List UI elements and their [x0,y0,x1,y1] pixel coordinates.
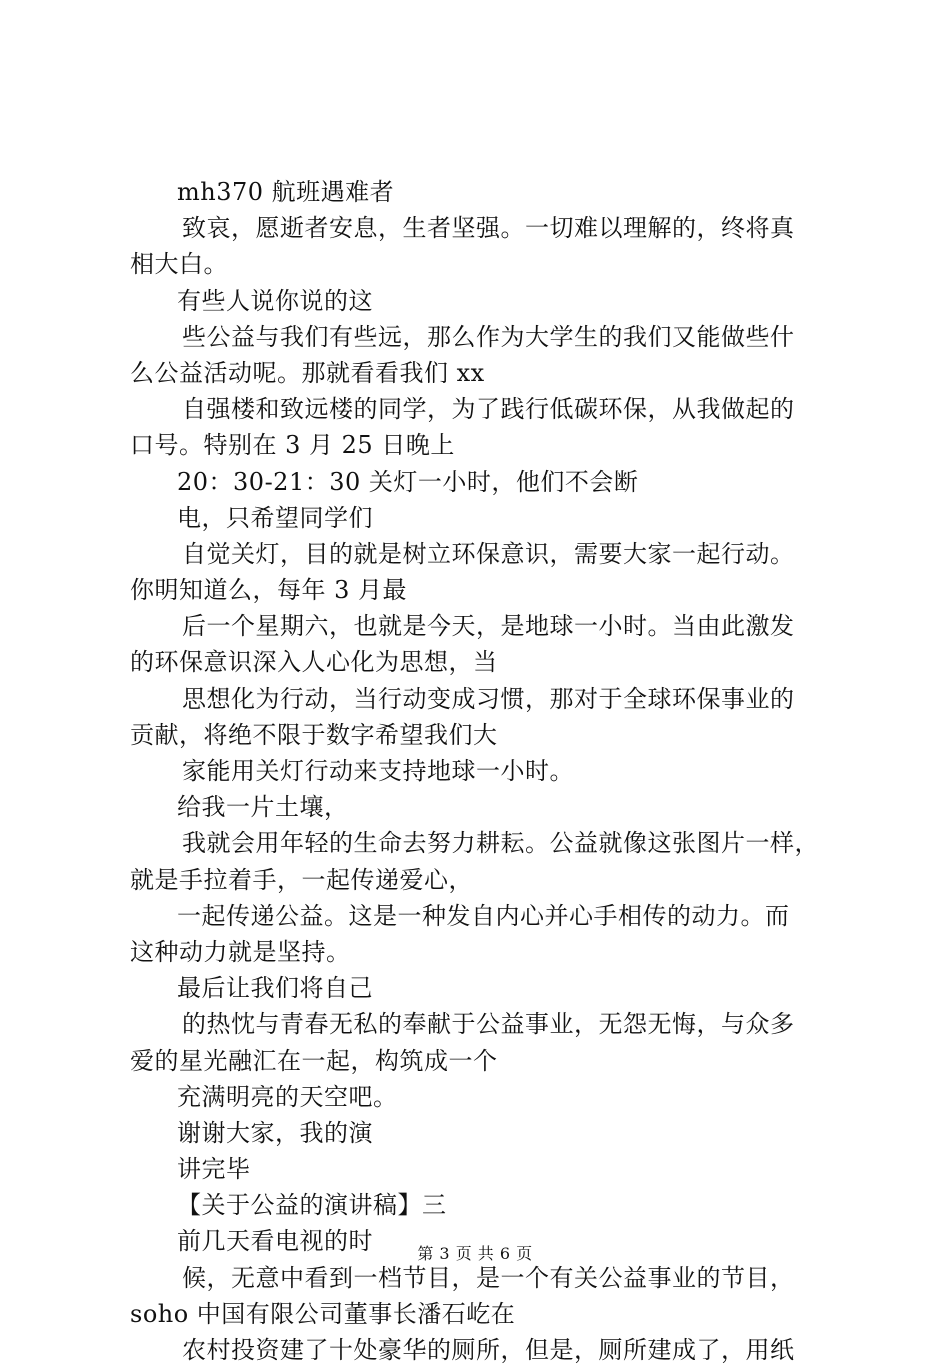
text-line: mh370 航班遇难者 [177,178,395,206]
page-footer: 第 3 页 共 6 页 [417,1244,533,1263]
text-line: 电，只希望同学们 [177,503,373,532]
text-line: 你明知道么，每年 3 月最 [130,576,408,605]
text-line: 自强楼和致远楼的同学，为了践行低碳环保，从我做起的 [182,395,795,424]
text-line: 的热忱与青春无私的奉献于公益事业，无怨无悔，与众多 [182,1010,795,1039]
text-line: 些公益与我们有些远，那么作为大学生的我们又能做些什 [182,322,795,351]
text-line: 20：30-21：30 关灯一小时，他们不会断 [177,467,639,496]
text-line: 谢谢大家，我的演 [177,1118,373,1147]
text-line: 农村投资建了十处豪华的厕所，但是，厕所建成了，用纸 [182,1336,795,1364]
text-line: 我就会用年轻的生命去努力耕耘。公益就像这张图片一样， [182,829,819,858]
text-line: 候，无意中看到一档节目，是一个有关公益事业的节目， [182,1263,795,1292]
text-line: 就是手拉着手，一起传递爱心， [130,865,473,894]
text-line: 思想化为行动，当行动变成习惯，那对于全球环保事业的 [182,684,795,713]
body-text [130,174,835,1368]
text-line: 致哀，愿逝者安息，生者坚强。一切难以理解的，终将真 [182,214,795,243]
text-line: 最后让我们将自己 [177,974,373,1003]
text-line: 的环保意识深入人心化为思想，当 [130,648,498,677]
text-line: 爱的星光融汇在一起，构筑成一个 [130,1046,498,1075]
text-line: 贡献，将绝不限于数字希望我们大 [130,720,498,749]
text-line: soho 中国有限公司董事长潘石屹在 [130,1299,516,1328]
text-line: 充满明亮的天空吧。 [177,1082,398,1111]
text-line: 相大白。 [130,250,228,279]
text-line: 么公益活动呢。那就看看我们 xx [130,358,485,387]
text-line: 自觉关灯，目的就是树立环保意识，需要大家一起行动。 [182,539,795,568]
text-line: 前几天看电视的时 [177,1227,373,1256]
text-line: 家能用关灯行动来支持地球一小时。 [182,757,574,785]
text-line: 【关于公益的演讲稿】三 [177,1191,447,1220]
text-line: 一起传递公益。这是一种发自内心并心手相传的动力。而 [177,901,790,930]
text-line: 口号。特别在 3 月 25 日晚上 [130,431,455,460]
text-line: 有些人说你说的这 [177,286,373,315]
text-line: 给我一片土壤， [177,793,349,822]
text-line: 讲完毕 [177,1155,251,1184]
text-line: 后一个星期六，也就是今天，是地球一小时。当由此激发 [182,612,795,641]
text-line: 这种动力就是坚持。 [130,937,351,966]
